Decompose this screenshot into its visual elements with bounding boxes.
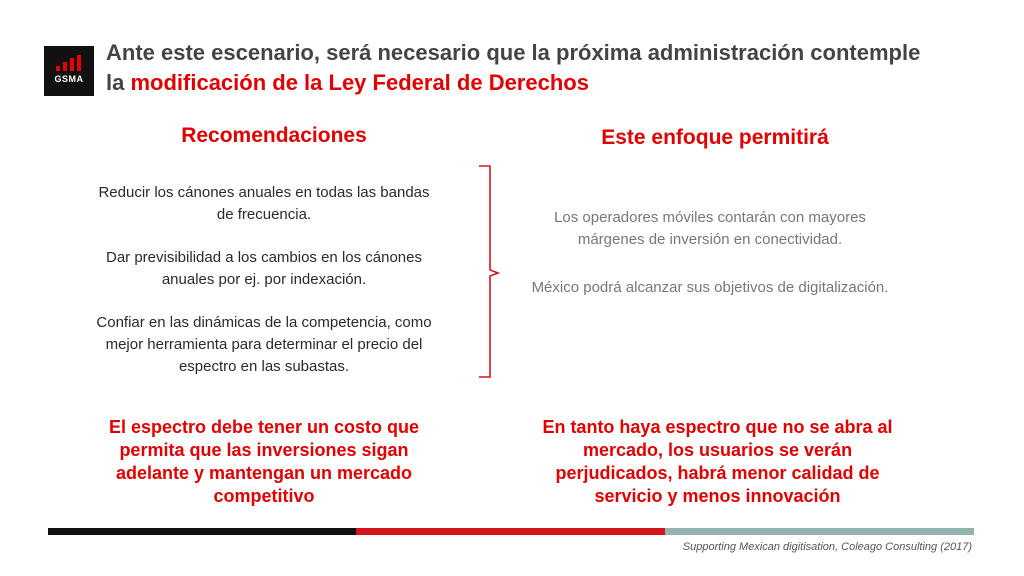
title-line-2: [106, 68, 986, 98]
recommendations-list: [94, 182, 434, 399]
recommendations-heading: Recomendaciones: [181, 124, 367, 147]
recommendation-item: Dar previsibilidad a los cambios en los cánones anuales por ej. por indexación.: [106, 249, 422, 288]
footer-stripe-teal: [665, 528, 974, 535]
approach-heading: Este enfoque permitirá: [601, 126, 829, 149]
source-citation: Supporting Mexican digitisation, Coleago Consulting (2017): [682, 541, 972, 553]
benefit-item: Los operadores móviles contarán con mayores márgenes de inversión en conectividad.: [554, 209, 866, 248]
title-highlight: modificación de la Ley Federal de Derechos: [130, 70, 589, 95]
recommendation-item: Confiar en las dinámicas de la competencia, como mejor herramienta para determinar el precio del espectro en las subastas.: [96, 314, 432, 375]
left-conclusion: El espectro debe tener un costo que permita que las inversiones sigan adelante y mantengan un mercado competitivo: [108, 417, 420, 506]
logo-text: GSMA: [54, 74, 84, 84]
title-line-1: Ante este escenario, será necesario que la próxima administración contemple: [106, 40, 921, 65]
signal-bars-icon: [56, 55, 82, 71]
recommendation-item: Reducir los cánones anuales en todas las bandas de frecuencia.: [98, 184, 430, 223]
gsma-logo: [44, 46, 94, 96]
footer-stripe-black: [48, 528, 356, 535]
benefit-item: México podrá alcanzar sus objetivos de digitalización.: [531, 279, 889, 296]
right-conclusion: En tanto haya espectro que no se abra al mercado, los usuarios se verán perjudicados, habrá menor calidad de servicio y menos innovación: [542, 417, 893, 506]
title-line-2-prefix: la: [106, 70, 131, 95]
footer-stripe-red: [356, 528, 665, 535]
slide-title: [106, 38, 986, 98]
right-brace-icon: [476, 165, 506, 380]
benefits-list: [530, 207, 890, 325]
